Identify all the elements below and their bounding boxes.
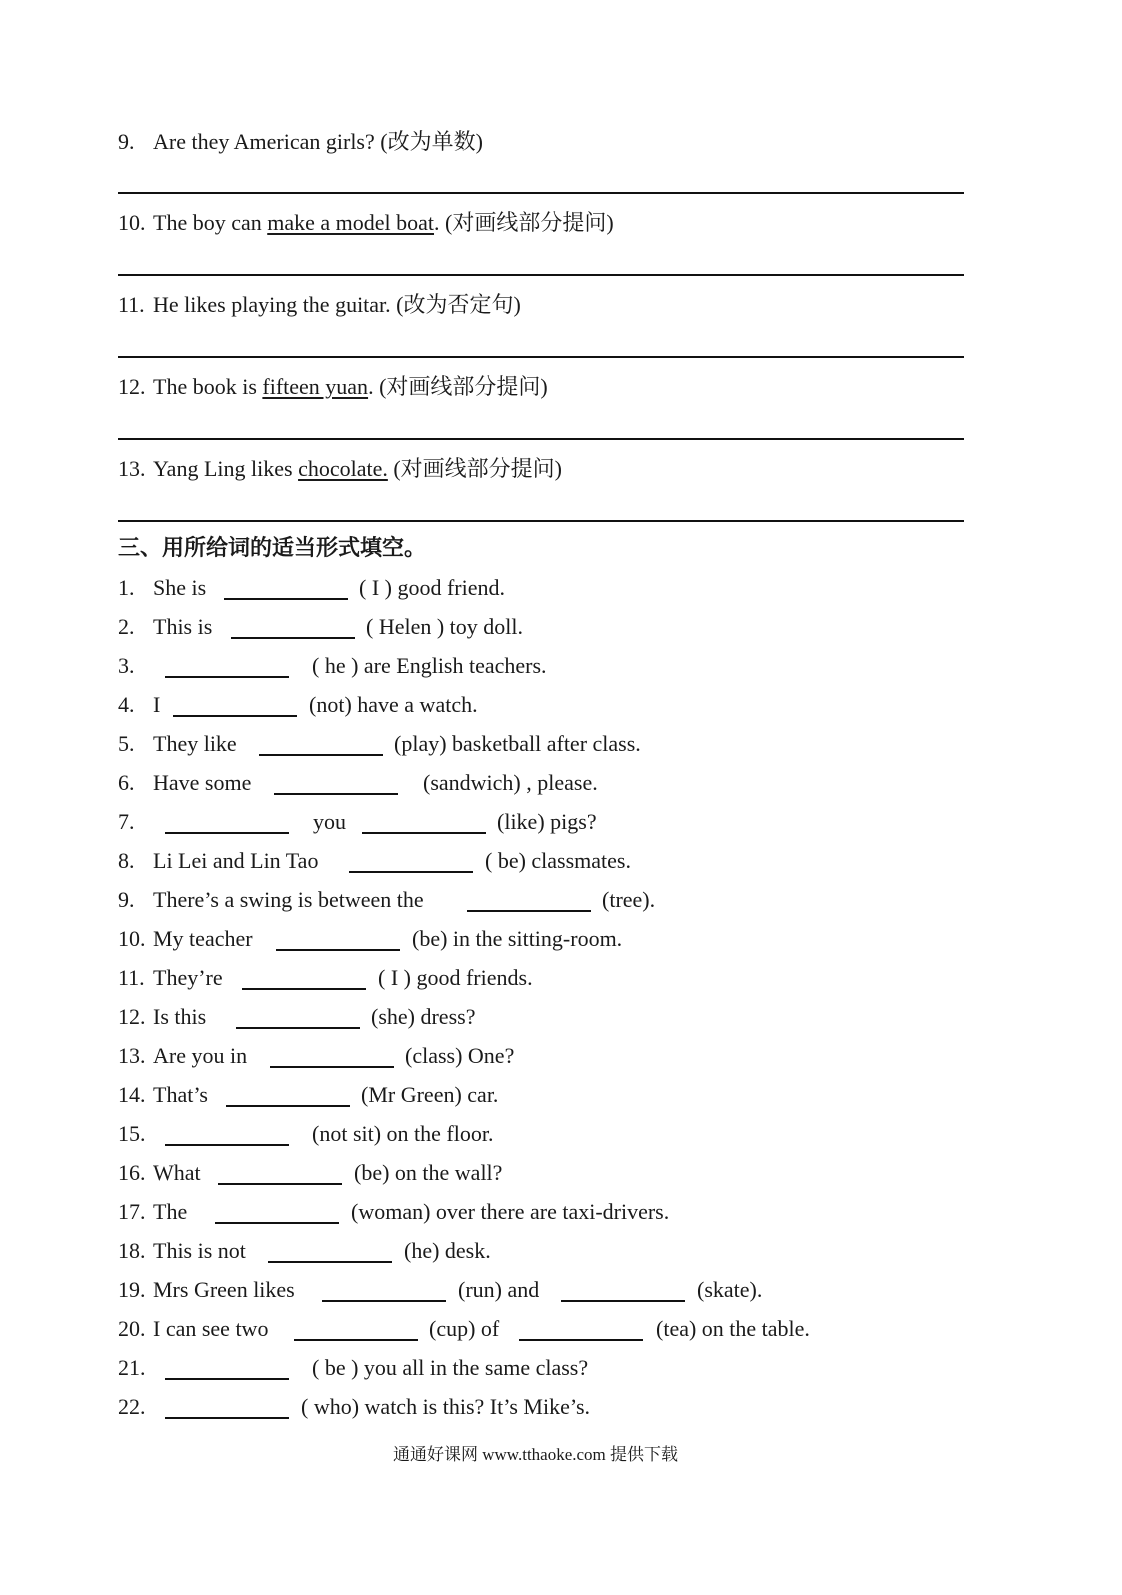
item-number: 1. — [118, 575, 135, 600]
item-text: Is this — [153, 1004, 207, 1029]
question-number: 12. — [118, 374, 146, 399]
blank-field[interactable] — [215, 1222, 339, 1224]
blank-field[interactable] — [224, 598, 348, 600]
blank-field[interactable] — [276, 949, 400, 951]
question-number: 10. — [118, 210, 146, 235]
question-text: Yang Ling likes chocolate. (对画线部分提问) — [153, 456, 563, 481]
answer-line[interactable] — [118, 274, 964, 276]
item-text: (class) One? — [405, 1043, 515, 1068]
item-number: 19. — [118, 1277, 146, 1302]
blank-field[interactable] — [322, 1300, 446, 1302]
blank-field[interactable] — [173, 715, 297, 717]
item-text: (Mr Green) car. — [361, 1082, 499, 1107]
question-text: The book is fifteen yuan. (对画线部分提问) — [153, 374, 548, 399]
item-number: 10. — [118, 926, 146, 951]
item-text: They like — [153, 731, 237, 756]
item-number: 9. — [118, 887, 135, 912]
item-number: 18. — [118, 1238, 146, 1263]
footer-credit: 通通好课网 www.tthaoke.com 提供下载 — [393, 1445, 679, 1464]
question-number: 13. — [118, 456, 146, 481]
item-number: 5. — [118, 731, 135, 756]
item-number: 8. — [118, 848, 135, 873]
item-number: 22. — [118, 1394, 146, 1419]
blank-field[interactable] — [226, 1105, 350, 1107]
item-text: The — [153, 1199, 188, 1224]
item-text: (tea) on the table. — [656, 1316, 810, 1341]
item-number: 6. — [118, 770, 135, 795]
item-text: (skate). — [697, 1277, 763, 1302]
item-text: ( be ) you all in the same class? — [312, 1355, 589, 1380]
item-text: They’re — [153, 965, 223, 990]
item-text: I can see two — [153, 1316, 269, 1341]
item-text: ( he ) are English teachers. — [312, 653, 547, 678]
item-text: Have some — [153, 770, 252, 795]
item-number: 11. — [118, 965, 145, 990]
item-text: ( be) classmates. — [485, 848, 631, 873]
blank-field[interactable] — [165, 676, 289, 678]
blank-field[interactable] — [519, 1339, 643, 1341]
item-text: (not sit) on the floor. — [312, 1121, 494, 1146]
item-text: ( who) watch is this? It’s Mike’s. — [301, 1394, 591, 1419]
item-number: 21. — [118, 1355, 146, 1380]
item-text: (run) and — [458, 1277, 540, 1302]
blank-field[interactable] — [294, 1339, 418, 1341]
blank-field[interactable] — [362, 832, 486, 834]
blank-field[interactable] — [467, 910, 591, 912]
item-text: (be) in the sitting-room. — [412, 926, 623, 951]
item-number: 13. — [118, 1043, 146, 1068]
item-number: 17. — [118, 1199, 146, 1224]
item-text: Are you in — [153, 1043, 248, 1068]
item-text: (she) dress? — [371, 1004, 476, 1029]
item-text: (he) desk. — [404, 1238, 491, 1263]
item-number: 12. — [118, 1004, 146, 1029]
item-number: 16. — [118, 1160, 146, 1185]
item-text: (woman) over there are taxi-drivers. — [351, 1199, 670, 1224]
blank-field[interactable] — [165, 1144, 289, 1146]
blank-field[interactable] — [231, 637, 355, 639]
answer-line[interactable] — [118, 438, 964, 440]
item-text: This is not — [153, 1238, 246, 1263]
blank-field[interactable] — [165, 832, 289, 834]
blank-field[interactable] — [259, 754, 383, 756]
item-text: (cup) of — [429, 1316, 500, 1341]
item-number: 3. — [118, 653, 135, 678]
question-number: 9. — [118, 129, 135, 154]
item-text: (be) on the wall? — [354, 1160, 503, 1185]
blank-field[interactable] — [165, 1378, 289, 1380]
question-number: 11. — [118, 292, 145, 317]
question-text: Are they American girls? (改为单数) — [153, 129, 483, 154]
item-text: My teacher — [153, 926, 253, 951]
answer-line[interactable] — [118, 356, 964, 358]
item-text: ( I ) good friends. — [378, 965, 533, 990]
blank-field[interactable] — [165, 1417, 289, 1419]
blank-field[interactable] — [242, 988, 366, 990]
blank-field[interactable] — [270, 1066, 394, 1068]
item-number: 7. — [118, 809, 135, 834]
item-text: you — [313, 809, 346, 834]
question-text: He likes playing the guitar. (改为否定句) — [153, 292, 521, 317]
item-text: (like) pigs? — [497, 809, 597, 834]
blank-field[interactable] — [349, 871, 473, 873]
item-number: 14. — [118, 1082, 146, 1107]
item-text: This is — [153, 614, 213, 639]
item-text: ( Helen ) toy doll. — [366, 614, 524, 639]
item-text: She is — [153, 575, 207, 600]
item-text: ( I ) good friend. — [359, 575, 506, 600]
item-number: 4. — [118, 692, 135, 717]
item-text: That’s — [153, 1082, 208, 1107]
blank-field[interactable] — [236, 1027, 360, 1029]
item-text: Mrs Green likes — [153, 1277, 295, 1302]
item-text: (play) basketball after class. — [394, 731, 641, 756]
item-text: There’s a swing is between the — [153, 887, 424, 912]
blank-field[interactable] — [218, 1183, 342, 1185]
item-number: 2. — [118, 614, 135, 639]
item-text: Li Lei and Lin Tao — [153, 848, 319, 873]
item-text: What — [153, 1160, 201, 1185]
section-heading: 三、用所给词的适当形式填空。 — [118, 536, 427, 561]
item-text: (tree). — [602, 887, 656, 912]
item-number: 20. — [118, 1316, 146, 1341]
item-text: (sandwich) , please. — [423, 770, 598, 795]
answer-line[interactable] — [118, 192, 964, 194]
blank-field[interactable] — [274, 793, 398, 795]
question-text: The boy can make a model boat. (对画线部分提问) — [153, 210, 614, 235]
blank-field[interactable] — [268, 1261, 392, 1263]
answer-line[interactable] — [118, 520, 964, 522]
item-text: I — [153, 692, 161, 717]
item-number: 15. — [118, 1121, 146, 1146]
item-text: (not) have a watch. — [309, 692, 478, 717]
blank-field[interactable] — [561, 1300, 685, 1302]
